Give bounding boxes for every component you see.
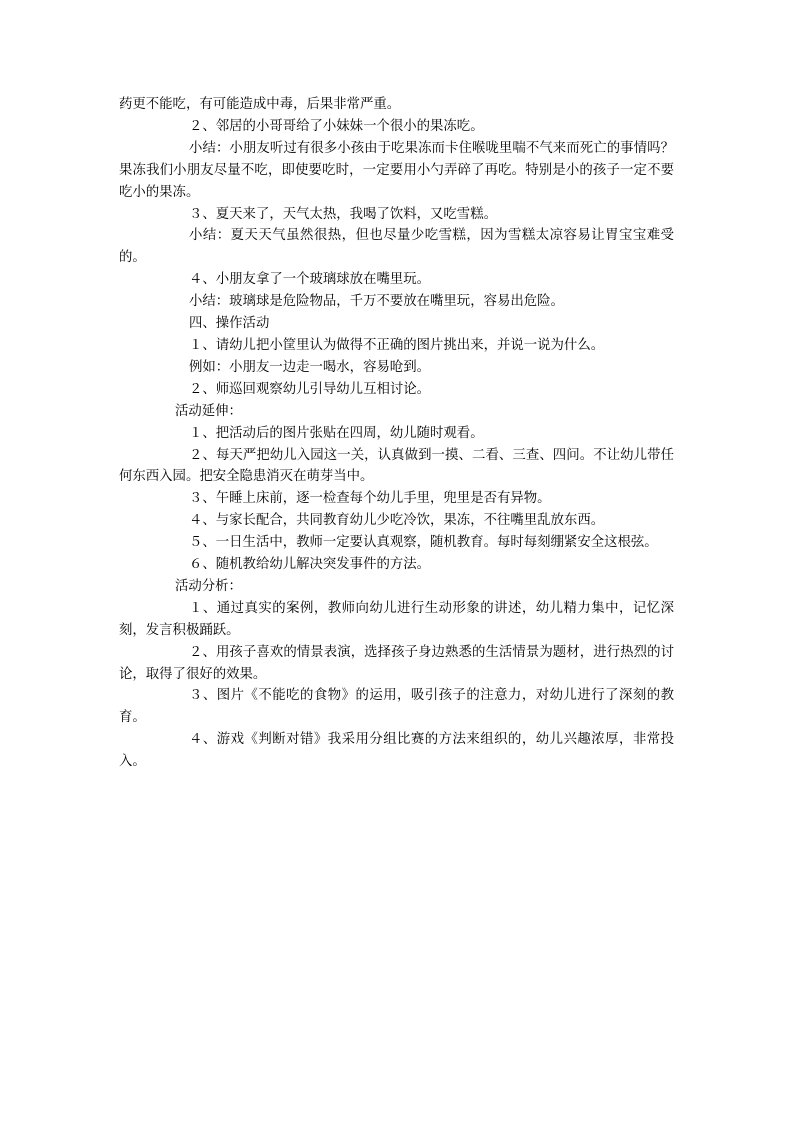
paragraph: １、请幼儿把小筐里认为做得不正确的图片挑出来，并说一说为什么。 xyxy=(189,337,605,353)
paragraph: ２、师巡回观察幼儿引导幼儿互相讨论。 xyxy=(189,381,431,397)
section-heading: 活动分析： xyxy=(175,578,242,594)
paragraph: 小结：夏天天气虽然很热，但也尽量少吃雪糕，因为雪糕太凉容易让胃宝宝难受的。 xyxy=(119,228,674,266)
paragraph: ２、每天严把幼儿入园这一关，认真做到一摸、二看、三查、四问。不让幼儿带任何东西入园。把安全隐患消灭在萌芽当中。 xyxy=(119,447,674,485)
document-body xyxy=(119,94,674,773)
paragraph: ３、午睡上床前，逐一检查每个幼儿手里，兜里是否有异物。 xyxy=(189,491,551,507)
paragraph: １、把活动后的图片张贴在四周，幼儿随时观看。 xyxy=(189,425,484,441)
paragraph: ３、图片《不能吃的食物》的运用，吸引孩子的注意力，对幼儿进行了深刻的教育。 xyxy=(119,688,674,726)
paragraph: 小结：小朋友听过有很多小孩由于吃果冻而卡住喉咙里喘不气来而死亡的事情吗？果冻我们小朋友尽量不吃，即使要吃时，一定要用小勺弄碎了再吃。特别是小的孩子一定不要吃小的果冻。 xyxy=(119,140,674,200)
section-heading: 四、操作活动 xyxy=(189,316,270,332)
paragraph: ６、随机教给幼儿解决突发事件的方法。 xyxy=(189,557,431,573)
section-heading: 活动延伸： xyxy=(175,403,242,419)
paragraph: ２、用孩子喜欢的情景表演，选择孩子身边熟悉的生活情景为题材，进行热烈的讨论，取得了很好的效果。 xyxy=(119,644,674,682)
paragraph: ４、与家长配合，共同教育幼儿少吃冷饮，果冻，不往嘴里乱放东西。 xyxy=(189,513,605,529)
paragraph: 例如：小朋友一边走一喝水，容易呛到。 xyxy=(189,359,431,375)
paragraph: ４、小朋友拿了一个玻璃球放在嘴里玩。 xyxy=(189,272,431,288)
paragraph: ３、夏天来了，天气太热，我喝了饮料，又吃雪糕。 xyxy=(189,206,497,222)
paragraph: ４、游戏《判断对错》我采用分组比赛的方法来组织的，幼儿兴趣浓厚，非常投入。 xyxy=(119,732,674,770)
paragraph: 小结：玻璃球是危险物品，千万不要放在嘴里玩，容易出危险。 xyxy=(189,294,564,310)
paragraph: ２、邻居的小哥哥给了小妹妹一个很小的果冻吃。 xyxy=(189,118,484,134)
paragraph: 药更不能吃，有可能造成中毒，后果非常严重。 xyxy=(119,97,401,112)
paragraph: １、通过真实的案例，教师向幼儿进行生动形象的讲述，幼儿精力集中，记忆深刻，发言积极踊跃。 xyxy=(119,600,674,638)
paragraph: ５、一日生活中，教师一定要认真观察，随机教育。每时每刻绷紧安全这根弦。 xyxy=(189,535,658,551)
